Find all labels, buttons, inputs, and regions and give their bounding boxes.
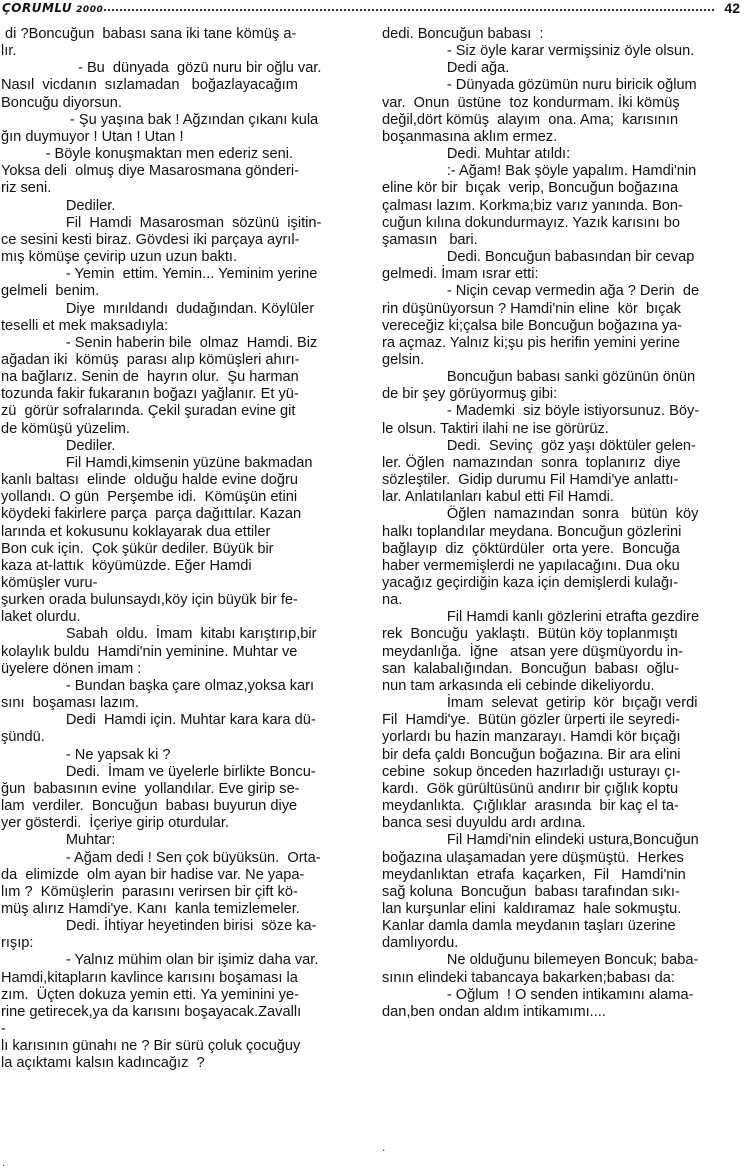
text-line: şündü. — [1, 729, 45, 746]
text-line: Yoksa deli olmuş diye Masarosmana gönderi- — [1, 163, 299, 180]
text-line: nun tam arkasında eli cebinde dikeliyordu. — [382, 677, 655, 694]
text-line: de kömüşü yüzelim. — [1, 420, 130, 437]
text-line: - Niçin cevap vermedin ağa ? Derin de — [382, 283, 700, 300]
text-line: - Yalnız mühim olan bir işimiz daha var. — [1, 952, 319, 969]
text-line: üyelere dönen imam : — [1, 660, 142, 677]
text-line: san kalabalığından. Boncuğun babası oğlu- — [382, 660, 679, 677]
text-line: Muhtar: — [1, 832, 116, 849]
text-line: yacağız geçirdiğin kaza için demişlerdi kulağı- — [382, 575, 679, 591]
text-line: Kanlar damla damla meydanın taşları üzerine — [382, 918, 676, 935]
text-line: ce sesini kesti biraz. Gövdesi iki parçaya ayrıl- — [1, 231, 300, 248]
text-line: değil,dört kömüş alayım ona. Ama; karısının — [382, 111, 679, 128]
text-line: eline kör bir bıçak verip, Boncuğun boğazına — [382, 180, 679, 197]
text-line: Boncuğu diyorsun. — [1, 94, 122, 111]
header-dotted-leader — [104, 9, 714, 11]
text-line: ağadan iki kömüş parası alıp kömüşleri ahırı- — [1, 351, 300, 368]
text-line: dan,ben ondan aldım intikamımı.... — [382, 1003, 606, 1020]
text-line: - Ağam dedi ! Sen çok büyüksün. Orta- — [1, 849, 321, 866]
text-line: lır. — [1, 43, 17, 60]
text-line: lar. Anlatılanları kabul etti Fil Hamdi. — [382, 489, 614, 506]
text-line: şurken orada bulunsaydı,köy için büyük bir fe- — [1, 592, 298, 609]
text-line: Sabah oldu. İmam kitabı karıştırıp,bir — [1, 626, 317, 643]
text-line: Hamdi,kitapların kavlince karısını boşaması la — [1, 969, 298, 986]
text-line: boşanmasına aklım ermez. — [382, 128, 558, 145]
text-line: ra açmaz. Yalnız ki;şu pis herifin yemini yerine — [382, 334, 680, 351]
text-line: Fil Hamdi'nin elindeki ustura,Boncuğun — [382, 832, 699, 849]
text-line: - Bundan başka çare olmaz,yoksa karı — [1, 677, 315, 694]
brand-year: 2000 — [76, 5, 104, 15]
text-line: - Yemin ettim. Yemin... Yeminim yerine — [1, 266, 318, 283]
text-line: larında et kokusunu koklayarak dua ettiler — [1, 523, 271, 540]
text-line: gelmeli benim. — [1, 283, 100, 300]
text-line: müş alırız Hamdi'ye. Kanı kanla temizlemeler. — [1, 900, 300, 917]
brand-name: ÇORUMLU — [2, 1, 73, 15]
text-line: :- Ağam! Bak şöyle yapalım. Hamdi'nin — [382, 163, 697, 180]
text-line: boğazına ulaşamadan yere düşmüştü. Herkes — [382, 849, 684, 866]
text-line: haber vermemişlerdi ne yapılacağını. Dua oku — [382, 557, 680, 574]
text-line: köydeki fakirlere parça parça dağıttılar. Kazan — [1, 506, 302, 523]
text-line: kömüşler vuru- — [1, 575, 98, 591]
text-line: - Dünyada gözümün nuru biricik oğlum — [382, 77, 697, 94]
text-line: Dedi. Muhtar atıldı: — [382, 146, 571, 163]
text-line: bir defa çaldı Boncuğun boğazına. Bir ara elini — [382, 746, 681, 763]
text-line: lım ? Kömüşlerin parasını verirsen bir çift kö- — [1, 883, 298, 900]
page-number: 42 — [724, 0, 740, 16]
text-line: - Bu dünyada gözü nuru bir oğlu var. — [1, 60, 322, 77]
text-line: mış kömüşe çevirip uzun uzun baktı. — [1, 249, 238, 266]
text-line: damlıyordu. — [382, 935, 459, 952]
text-line: sözleştiler. Gidip durumu Fil Hamdi'ye anlattı- — [382, 472, 679, 489]
right-text-column — [382, 26, 743, 1021]
text-line: na bağlarız. Senin de hayrın olur. Şu harman — [1, 369, 299, 386]
text-line: Dediler. — [1, 197, 116, 214]
text-line: - Ne yapsak ki ? — [1, 746, 171, 763]
text-line: rışıp: — [1, 935, 34, 952]
text-line: sağ koluna Boncuğun babası tarafından sıkı- — [382, 883, 680, 900]
text-line: tozunda fakir fukaranın boğazı yağlanır. Et yü- — [1, 386, 299, 403]
text-line: lam verdiler. Boncuğun babası buyurun diye — [1, 798, 298, 815]
text-line: gelsin. — [382, 351, 425, 368]
text-line: Fil Hamdi'ye. Bütün gözler ürperti ile seyredi- — [382, 712, 681, 729]
text-line: Ne olduğunu bilemeyen Boncuk; baba- — [382, 952, 699, 969]
text-line: Bon cuk için. Çok şükür dediler. Büyük bir — [1, 540, 274, 557]
text-line: ğın duymuyor ! Utan ! Utan ! — [1, 128, 184, 145]
text-line: yollandı. O gün Perşembe idi. Kömüşün etini — [1, 489, 298, 506]
magazine-brand — [2, 1, 103, 15]
text-line: - Senin haberin bile olmaz Hamdi. Biz — [1, 334, 318, 351]
text-line: ğun babasının evine yollandılar. Eve girip se- — [1, 780, 300, 797]
text-line: Fil Hamdi,kimsenin yüzüne bakmadan — [1, 454, 313, 471]
text-line: ler. Öğlen namazından sonra toplanırız diye — [382, 454, 681, 471]
text-line: Nasıl vicdanın sızlamadan boğazlayacağım — [1, 77, 298, 94]
text-line: Diye mırıldandı dudağından. Köylüler — [1, 300, 315, 317]
text-line: - Böyle konuşmaktan men ederiz seni. — [1, 146, 294, 163]
text-line: meydanlıkta. Çığlıklar arasında bir kaç el ta- — [382, 798, 679, 815]
stray-mark-right: . — [382, 1140, 386, 1154]
text-line: vereceğiz ki;çalsa bile Boncuğun boğazına ya- — [382, 317, 683, 334]
text-line: bağlayıp diz çöktürdüler orta yere. Boncuğa — [382, 540, 680, 557]
left-text-column — [1, 26, 361, 1073]
text-line: Boncuğun babası sanki gözünün önün — [382, 369, 696, 386]
text-line: - Şu yaşına bak ! Ağzından çıkanı kula — [1, 111, 319, 128]
text-line: Öğlen namazından sonra bütün köy — [382, 506, 699, 523]
text-line: rek Boncuğu yaklaştı. Bütün köy toplanmıştı — [382, 626, 679, 643]
text-line: kolaylık buldu Hamdi'nin yeminine. Muhtar ve — [1, 643, 298, 660]
text-line: da elimizde olm ayan bir hadise var. Ne yapa- — [1, 866, 305, 883]
page-header — [0, 0, 744, 18]
text-line: kardı. Gök gürültüsünü andırır bir çığlık koptu — [382, 780, 679, 797]
text-line: le olsun. Taktiri ilahi ne ise görürüz. — [382, 420, 609, 437]
text-line: - — [1, 1021, 6, 1038]
text-line: - Siz öyle karar vermişsiniz öyle olsun. — [382, 43, 695, 60]
text-line: zım. Üçten dokuza yemin etti. Ya yeminini ye- — [1, 986, 299, 1003]
text-line: zü görür sofralarında. Çekil şuradan evine git — [1, 403, 296, 420]
text-line: Dedi. İmam ve üyelerle birlikte Boncu- — [1, 763, 316, 780]
text-line: çalması lazım. Korkma;biz varız yanında. Bon- — [382, 197, 683, 214]
text-line: Dedi. Sevinç göz yaşı döktüler gelen- — [382, 437, 696, 454]
text-line: İmam selevat getirip kör bıçağı verdi — [382, 695, 698, 712]
text-line: de bir şey görüyormuş gibi: — [382, 386, 558, 403]
text-line: banca sesi duyuldu ardı ardına. — [382, 815, 586, 832]
text-line: kanlı baltası elinde olduğu halde evine doğru — [1, 472, 298, 489]
text-line: na. — [382, 592, 403, 609]
text-line: yer gösterdi. İçeriye girip oturdular. — [1, 815, 229, 832]
text-line: Dedi. İhtiyar heyetinden birisi söze ka- — [1, 918, 317, 935]
text-line: dedi. Boncuğun babası : — [382, 26, 544, 42]
text-line: halkı toplandılar meydana. Boncuğun gözlerini — [382, 523, 682, 540]
text-line: Fil Hamdi kanlı gözlerini etrafta gezdire — [382, 609, 700, 626]
text-line: meydanlıktan etrafa kaçarken, Fil Hamdi'nin — [382, 866, 686, 883]
text-line: rin düşünüyorsun ? Hamdi'nin eline kör bıçak — [382, 300, 681, 317]
text-line: la açıktamı kalsın kadıncağız ? — [1, 1055, 205, 1072]
text-line: rine getirecek,ya da karısını boşayacak.Zavallı — [1, 1003, 302, 1020]
text-line: teselli et mek maksadıyla: — [1, 317, 169, 334]
text-line: sının elindeki tabancaya bakarken;babası da: — [382, 969, 675, 986]
text-line: riz seni. — [1, 180, 52, 197]
text-line: yorlardı bu hazin manzarayı. Hamdi kör bıçağı — [382, 729, 681, 746]
text-line: Dedi ağa. — [382, 60, 510, 77]
text-line: laket olurdu. — [1, 609, 81, 626]
text-line: şamasın bari. — [382, 231, 478, 248]
text-line: lan kurşunlar elini kaldıramaz hale sokmuştu. — [382, 900, 682, 917]
text-line: var. Onun üstüne toz kondurmam. İki kömüş — [382, 94, 680, 111]
text-line: Dedi. Boncuğun babasından bir cevap — [382, 249, 695, 266]
stray-mark-left: . — [2, 1155, 6, 1169]
text-line: cuğun kılına dokundurmayız. Yazık karısını bo — [382, 214, 680, 231]
text-line: Fil Hamdi Masarosman sözünü işitin- — [1, 214, 322, 231]
text-line: kaza at-lattık köyümüzde. Eğer Hamdi — [1, 557, 252, 574]
text-line: Dediler. — [1, 437, 116, 454]
text-line: - Mademki siz böyle istiyorsunuz. Böy- — [382, 403, 700, 420]
text-line: sını boşaması lazım. — [1, 695, 139, 712]
text-line: meydanlığa. İğne atsan yere düşmüyordu in- — [382, 643, 683, 660]
text-line: di ?Boncuğun babası sana iki tane kömüş a- — [1, 26, 297, 42]
text-line: lı karısının günahı ne ? Bir sürü çoluk çocuğuy — [1, 1038, 301, 1055]
text-line: - Oğlum ! O senden intikamını alama- — [382, 986, 694, 1003]
text-line: gelmedi. İmam ısrar etti: — [382, 266, 539, 283]
text-line: cebine sokup önceden hazırladığı usturayı çı- — [382, 763, 681, 780]
text-line: Dedi Hamdi için. Muhtar kara kara dü- — [1, 712, 316, 729]
